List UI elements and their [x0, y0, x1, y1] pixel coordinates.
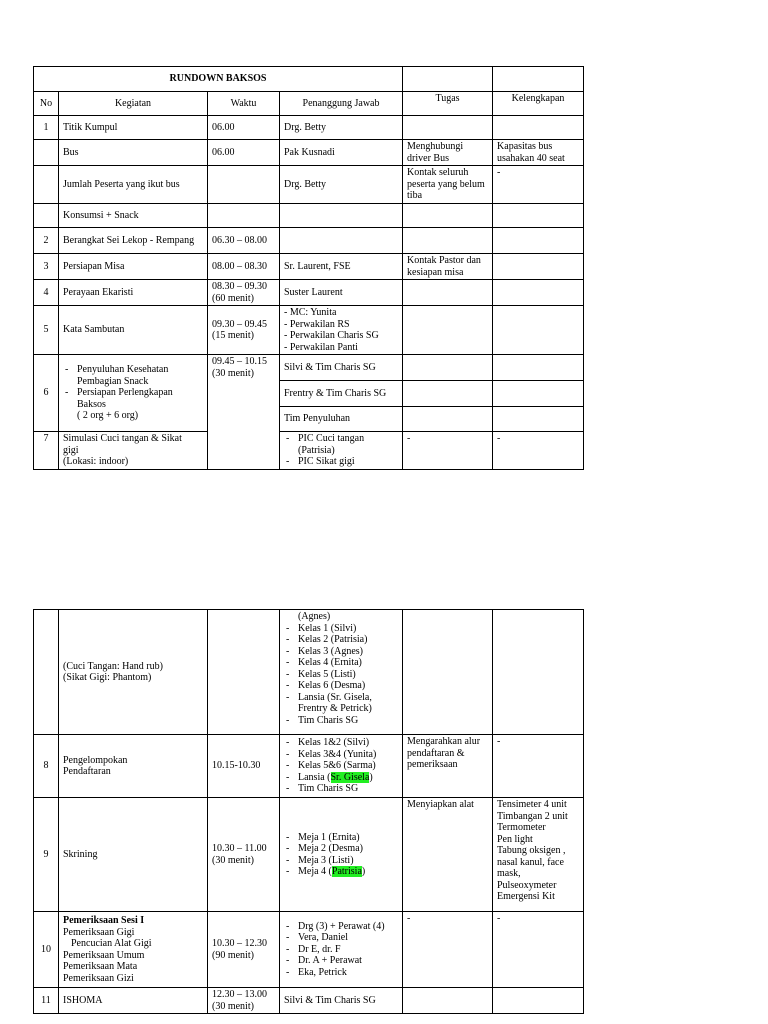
header-kegiatan: Kegiatan [59, 92, 208, 116]
table-row: 11 ISHOMA 12.30 – 13.00 (30 menit) Silvi & Tim Charis SG [34, 988, 584, 1014]
highlighted-name: Patrisia [331, 866, 362, 877]
table-row: 6 - Penyuluhan Kesehatan Pembagian Snack - Persiapan Perlengkapan Baksos ( 2 org + 6 org) 09.45 – 10.15 (30 menit) Silvi & Tim Charis SG [34, 355, 584, 381]
header-tugas: Tugas [403, 92, 493, 116]
table-row: 8 Pengelompokan Pendaftaran 10.15-10.30 - Kelas 1&2 (Silvi) - Kelas 3&4 (Yunita) - Kelas 5&6 (Sarma) - Lansia (Sr. Gisela) - Tim Charis SG Mengarahkan alur pendaftaran & pemeriksaan - [34, 735, 584, 798]
table-row: 9 Skrining 10.30 – 11.00 (30 menit) - Meja 1 (Ernita) - Meja 2 (Desma) - Meja 3 (Listi) - Meja 4 (Patrisia) Menyiapkan alat Tensimeter 4 unit Timbangan 2 unit Termometer Pen light Tabung oksigen , nasal kanul, face mask, Pulseoxymeter Emergensi Kit [34, 798, 584, 912]
table-row: 1 Titik Kumpul 06.00 Drg. Betty [34, 116, 584, 140]
header-no: No [34, 92, 59, 116]
header-row [34, 92, 584, 116]
table-row: Frentry & Tim Charis SG [34, 381, 584, 407]
highlighted-name: Sr. Gisela [330, 771, 370, 783]
table-title: RUNDOWN BAKSOS [34, 67, 403, 92]
table-row: 2 Berangkat Sei Lekop - Rempang 06.30 – 08.00 [34, 228, 584, 254]
rundown-table-page-2 [33, 609, 584, 1014]
table-row: Tim Penyuluhan [34, 407, 584, 432]
table-row: 10 Pemeriksaan Sesi I Pemeriksaan Gigi Pencucian Alat Gigi Pemeriksaan Umum Pemeriksaan Mata Pemeriksaan Gizi 10.30 – 12.30 (90 menit) - Drg (3) + Perawat (4) - Vera, Daniel - Dr E, dr. F - Dr. A + Perawat - Eka, Petrick - - [34, 912, 584, 988]
table-row: Konsumsi + Snack [34, 204, 584, 228]
table-row: 5 Kata Sambutan 09.30 – 09.45 (15 menit) - MC: Yunita - Perwakilan RS - Perwakilan Charis SG - Perwakilan Panti [34, 306, 584, 355]
table-row: 3 Persiapan Misa 08.00 – 08.30 Sr. Laurent, FSE Kontak Pastor dan kesiapan misa [34, 254, 584, 280]
rundown-table-page-1 [33, 66, 584, 470]
table-row: 7 Simulasi Cuci tangan & Sikat gigi (Lokasi: indoor) - PIC Cuci tangan (Patrisia) - PIC Sikat gigi - - [34, 432, 584, 470]
table-row: (Cuci Tangan: Hand rub) (Sikat Gigi: Phantom) (Agnes) - Kelas 1 (Silvi) - Kelas 2 (Patrisia) - Kelas 3 (Agnes) - Kelas 4 (Ernita) - Kelas 5 (Listi) - Kelas 6 (Desma) - Lansia (Sr. Gisela, Frentry & Petrick) - Tim Charis SG [34, 610, 584, 735]
header-waktu: Waktu [208, 92, 280, 116]
header-penanggung-jawab: Penanggung Jawab [280, 92, 403, 116]
table-row: Bus 06.00 Pak Kusnadi Menghubungi driver Bus Kapasitas bus usahakan 40 seat [34, 140, 584, 166]
table-row: 4 Perayaan Ekaristi 08.30 – 09.30 (60 menit) Suster Laurent [34, 280, 584, 306]
header-kelengkapan: Kelengkapan [493, 92, 584, 116]
table-row: Jumlah Peserta yang ikut bus Drg. Betty Kontak seluruh peserta yang belum tiba - [34, 166, 584, 204]
